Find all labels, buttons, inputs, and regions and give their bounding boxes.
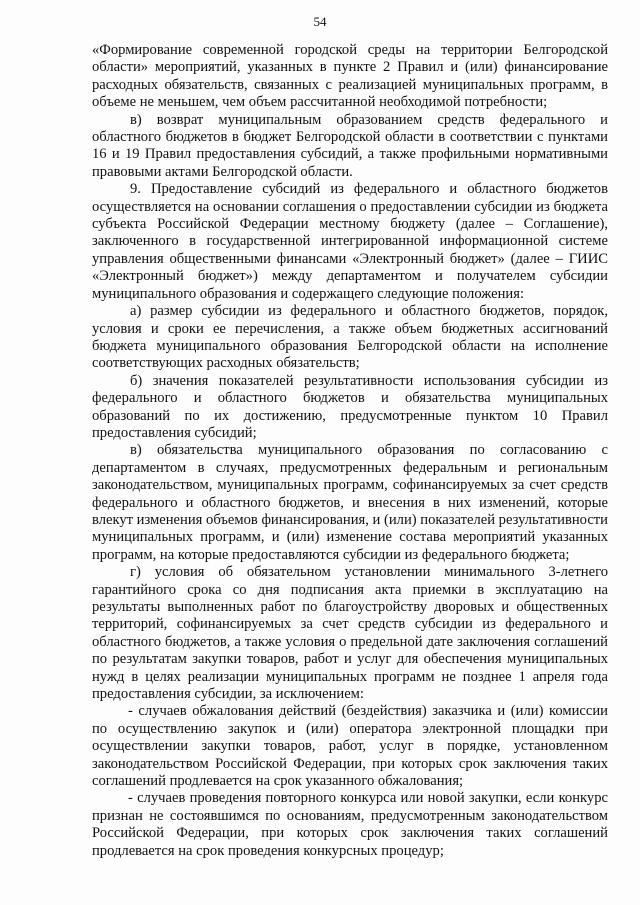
paragraph-9-subsidy-agreement: 9. Предоставление субсидий из федерального и областного бюджетов осуществляется на основании соглашения о предоставлении субсидии из бюджета субъекта Российской Федерации местному бюджету (далее – Соглашение), заключенного в государственной интегрированной информационной системе управления общественными финансами «Электронный бюджет» (далее – ГИИС «Электронный бюджет») между департаментом и получателем субсидии муниципального образования и содержащего следующие положения: xyxy=(92,181,608,302)
list-item-repeat-tender-cases: - случаев проведения повторного конкурса или новой закупки, если конкурс признан не состоявшимся по основаниям, предусмотренным законодательством Российской Федерации, при которых срок заключения таких соглашений продлевается на срок проведения конкурсных процедур; xyxy=(92,790,608,859)
paragraph-continuation: «Формирование современной городской среды на территории Белгородской области» мероприятий, указанных в пункте 2 Правил и (или) финансирование расходных обязательств, связанных с реализацией муниципальных программ, в объеме не меньшем, чем объем рассчитанной необходимой потребности; xyxy=(92,42,608,111)
paragraph-item-b-performance-indicators: б) значения показателей результативности использования субсидии из федерального и областного бюджетов и обязательства муниципальных образований по их достижению, предусмотренные пунктом 10 Правил предоставления субсидий; xyxy=(92,372,608,441)
paragraph-item-a-subsidy-size: а) размер субсидии из федерального и областного бюджетов, порядок, условия и сроки ее перечисления, а также объем бюджетных ассигнований бюджета муниципального образования Белгородской области на исполнение соответствующих расходных обязательств; xyxy=(92,303,608,372)
document-body xyxy=(92,42,608,860)
page-number: 54 xyxy=(313,14,327,29)
paragraph-item-g-warranty-conditions: г) условия об обязательном установлении минимального 3-летнего гарантийного срока со дня подписания акта приемки в эксплуатацию на результаты выполненных работ по благоустройству дворовых и общественных территорий, софинансируемых за счет средств субсидии из федерального и областного бюджетов, а также условия о предельной дате заключения соглашений по результатам закупки товаров, работ и услуг для обеспечения муниципальных нужд в целях реализации муниципальных программ не позднее 1 апреля года предоставления субсидии, за исключением: xyxy=(92,564,608,703)
paragraph-item-v-return-funds: в) возврат муниципальным образованием средств федерального и областного бюджетов в бюджет Белгородской области в соответствии с пунктами 16 и 19 Правил предоставления субсидий, а также профильными нормативными правовыми актами Белгородской области. xyxy=(92,111,608,180)
list-item-appeal-cases: - случаев обжалования действий (бездействия) заказчика и (или) комиссии по осуществлению закупок и (или) оператора электронной площадки при осуществлении закупки товаров, работ, услуг в порядке, установленном законодательством Российской Федерации, при которых срок заключения таких соглашений продлевается на срок указанного обжалования; xyxy=(92,703,608,790)
paragraph-item-v-obligations: в) обязательства муниципального образования по согласованию с департаментом в случаях, предусмотренных федеральным и региональным законодательством, муниципальных программ, софинансируемых за счет средств федерального и областного бюджетов, и внесения в них изменений, которые влекут изменения объемов финансирования, и (или) показателей результативности муниципальных программ, и (или) изменение состава мероприятий указанных программ, на которые предоставляются субсидии из федерального бюджета; xyxy=(92,442,608,563)
